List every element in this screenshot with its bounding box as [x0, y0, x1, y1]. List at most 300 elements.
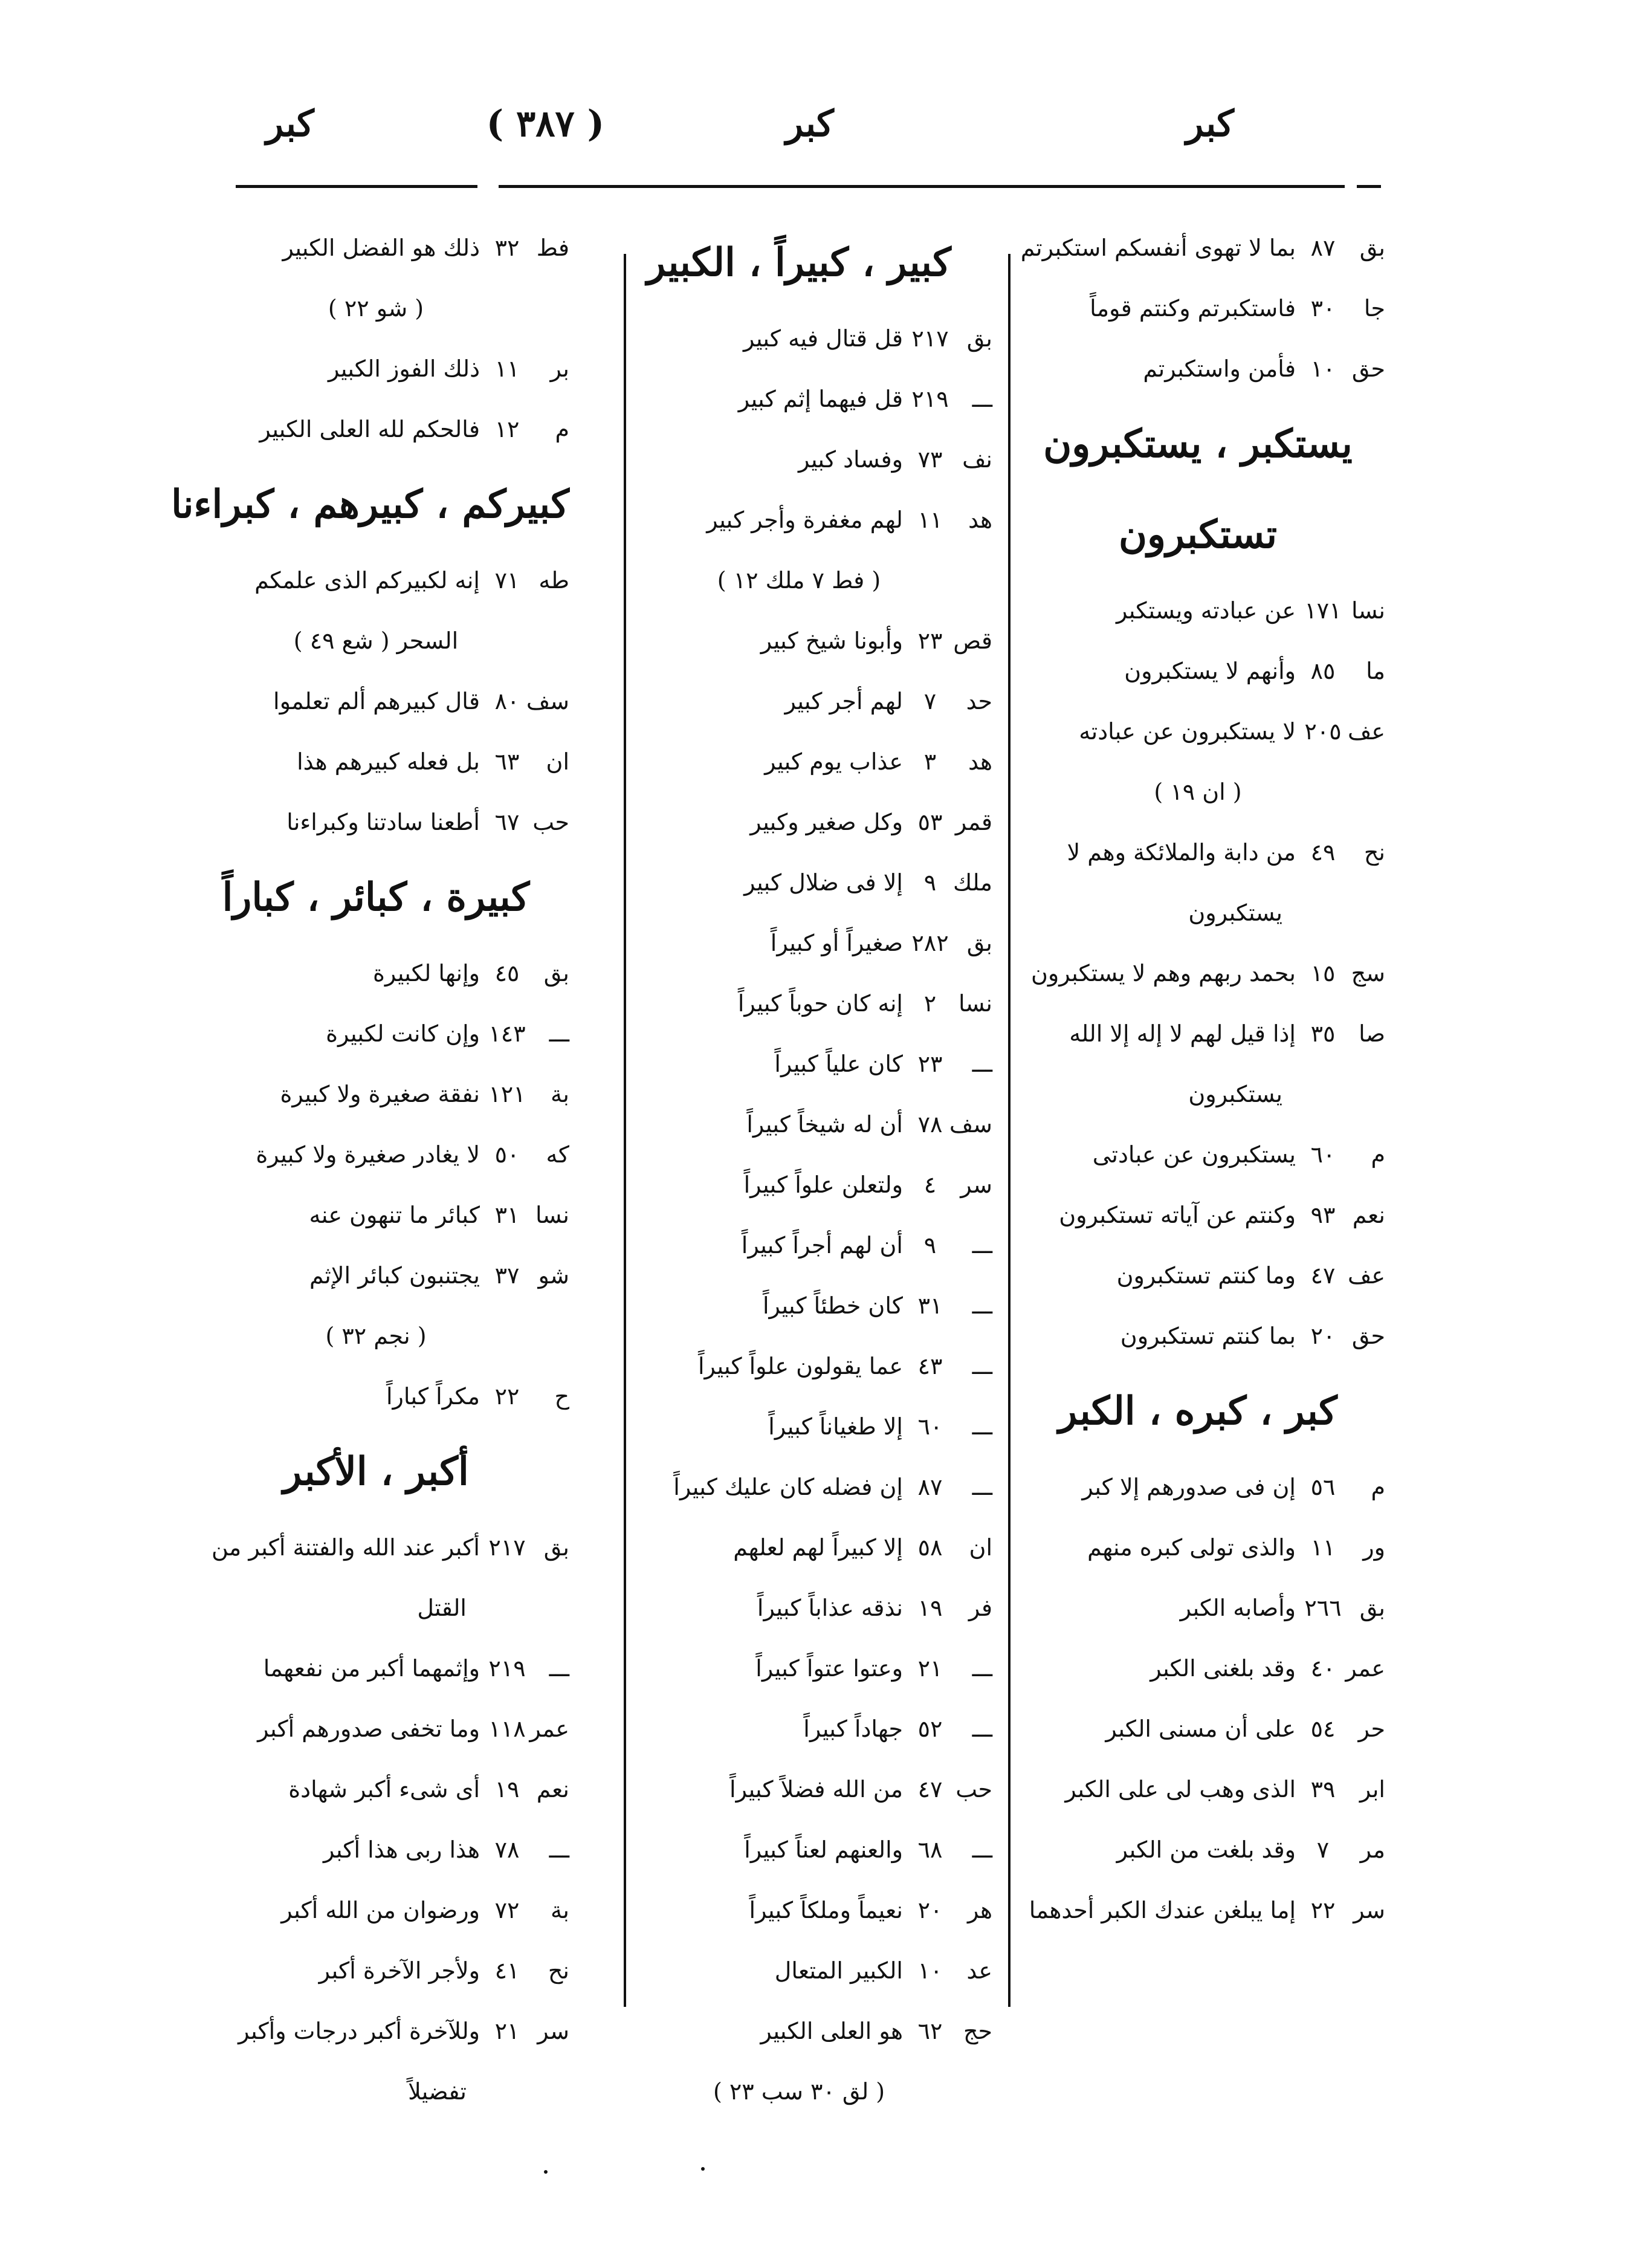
verse-text: الذى وهب لى على الكبر [1065, 1776, 1296, 1803]
verse-number: ١٤٣ [488, 1020, 526, 1047]
verse-text: لا يغادر صغيرة ولا كبيرة [256, 1141, 480, 1168]
verse-number: ٩ [923, 1232, 937, 1259]
verse-text: هو العلى الكبير [760, 2018, 903, 2044]
concordance-entry [1011, 1819, 1385, 1880]
concordance-entry [606, 1759, 992, 1819]
verse-number: ٨٧ [917, 1474, 943, 1500]
sura-abbreviation: نح [548, 1957, 569, 1984]
concordance-entry [606, 1215, 992, 1275]
sura-abbreviation: م [555, 416, 569, 442]
verse-number: ١٢١ [488, 1081, 526, 1107]
sura-abbreviation: ـــ [972, 1716, 992, 1742]
verse-text: إما يبلغن عندك الكبر أحدهما [1029, 1897, 1296, 1923]
running-head-middle [786, 91, 834, 157]
entry-continuation [183, 2061, 569, 2122]
verse-number: ٢٠ [1310, 1323, 1336, 1349]
header-rule [1357, 185, 1381, 188]
verse-number: ٨٧ [1310, 235, 1336, 261]
cross-reference-text: ( فط ٧ ملك ١٢ ) [717, 567, 881, 594]
section-heading: كبير ، كبيراً ، الكبير [647, 240, 951, 285]
verse-number: ٥٠ [494, 1141, 520, 1168]
sura-abbreviation: بق [543, 960, 569, 987]
section-heading: أكبر ، الأكبر [283, 1449, 469, 1494]
column-left [171, 218, 569, 2122]
verse-number: ٧٢ [494, 1897, 520, 1923]
concordance-entry [1011, 701, 1385, 762]
cross-reference-text: ( لق ٣٠ سب ٢٣ ) [713, 2078, 885, 2105]
verse-text: فأمن واستكبرتم [1143, 355, 1296, 382]
entry-continuation [1011, 1064, 1385, 1124]
sura-abbreviation: ـــ [972, 1051, 992, 1077]
verse-number: ٦٠ [917, 1413, 943, 1440]
sura-abbreviation: بق [1359, 1595, 1385, 1621]
verse-text: أن له شيخاً كبيراً [746, 1111, 903, 1138]
verse-text: مكراً كباراً [386, 1383, 480, 1410]
concordance-entry [1011, 1003, 1385, 1064]
sura-abbreviation: شو [538, 1262, 569, 1289]
concordance-entry [606, 731, 992, 792]
concordance-entry [183, 671, 569, 731]
verse-text: بل فعله كبيرهم هذا [297, 748, 480, 775]
sura-abbreviation: نسا [1351, 597, 1385, 624]
verse-number: ٢١٧ [488, 1534, 526, 1561]
sura-abbreviation: عف [1347, 1262, 1385, 1289]
verse-text: إنه لكبيركم الذى علمكم [254, 567, 480, 594]
verse-number: ٣٩ [1310, 1776, 1336, 1803]
header-rule [236, 185, 477, 188]
verse-number: ٧٨ [917, 1111, 943, 1138]
concordance-entry [183, 399, 569, 459]
concordance-entry [1011, 1699, 1385, 1759]
verse-number: ٣ [923, 748, 937, 775]
verse-number: ١٠ [917, 1957, 943, 1984]
concordance-entry [1011, 641, 1385, 701]
concordance-entry [1011, 1638, 1385, 1699]
concordance-entry [1011, 822, 1385, 883]
verse-number: ٢١٩ [488, 1655, 526, 1682]
verse-number: ٢٣ [917, 1051, 943, 1077]
verse-number: ٧٣ [917, 446, 943, 473]
sura-abbreviation: ـــ [549, 1020, 569, 1047]
verse-text: هذا ربى هذا أكبر [323, 1836, 480, 1863]
sura-abbreviation: ـــ [972, 386, 992, 412]
concordance-entry [606, 1940, 992, 2001]
sura-abbreviation: ما [1366, 658, 1385, 684]
verse-text: وقد بلغت من الكبر [1116, 1836, 1296, 1863]
verse-number: ١٥ [1310, 960, 1336, 987]
verse-text: عن عبادته ويستكبر [1116, 597, 1296, 624]
concordance-entry [1011, 580, 1385, 641]
verse-number: ١١ [917, 507, 943, 533]
sura-abbreviation: بة [551, 1897, 569, 1923]
verse-text: وكنتم عن آياته تستكبرون [1059, 1202, 1296, 1228]
concordance-entry [183, 943, 569, 1003]
sura-abbreviation: ـــ [972, 1474, 992, 1500]
concordance-entry [606, 369, 992, 429]
verse-text: عذاب يوم كبير [765, 748, 903, 775]
concordance-entry [1011, 1185, 1385, 1245]
verse-number: ٢١٧ [911, 325, 949, 352]
verse-number: ١١ [1310, 1534, 1336, 1561]
verse-text: أكبر عند الله والفتنة أكبر من [211, 1534, 480, 1561]
sura-abbreviation: م [1371, 1474, 1385, 1500]
sura-abbreviation: حب [956, 1776, 992, 1803]
entry-continuation [183, 1578, 569, 1638]
concordance-entry [606, 913, 992, 973]
verse-number: ٢٠ [917, 1897, 943, 1923]
verse-text: وأبونا شيخ كبير [760, 627, 903, 654]
verse-text: فاستكبرتم وكنتم قوماً [1090, 295, 1296, 322]
concordance-entry [183, 339, 569, 399]
verse-text: إن فى صدورهم إلا كبر [1082, 1474, 1296, 1500]
verse-text: إن فضله كان عليك كبيراً [673, 1474, 903, 1500]
concordance-entry [606, 671, 992, 731]
verse-text: الكبير المتعال [774, 1957, 903, 1984]
sura-abbreviation: حج [963, 2018, 992, 2044]
concordance-entry [183, 792, 569, 852]
verse-number: ١٧١ [1304, 597, 1342, 624]
verse-number: ٧ [923, 688, 937, 714]
sura-abbreviation: ـــ [972, 1353, 992, 1379]
verse-number: ٧١ [494, 567, 520, 594]
sura-abbreviation: نعم [1352, 1202, 1385, 1228]
concordance-entry [606, 2001, 992, 2061]
column-right [1011, 218, 1385, 1940]
verse-text: وكل صغير وكبير [750, 809, 903, 835]
cross-reference-text: ( شو ٢٢ ) [328, 295, 424, 322]
concordance-entry [183, 731, 569, 792]
verse-number: ٢١ [917, 1655, 943, 1682]
verse-number: ٤٩ [1310, 839, 1336, 866]
concordance-entry [606, 1517, 992, 1578]
concordance-entry [606, 308, 992, 369]
verse-text: ذلك الفوز الكبير [328, 355, 480, 382]
entry-continuation [1011, 883, 1385, 943]
verse-text: عما يقولون علواً كبيراً [698, 1353, 903, 1379]
cross-reference [183, 278, 569, 339]
concordance-entry [183, 218, 569, 278]
verse-text: وعتوا عتواً كبيراً [755, 1655, 903, 1682]
verse-number: ٤٠ [1310, 1655, 1336, 1682]
verse-number: ٧ [1316, 1836, 1330, 1863]
verse-number: ١٢ [494, 416, 520, 442]
concordance-entry [183, 2001, 569, 2061]
header-root-word: كبر [266, 103, 314, 145]
concordance-entry [1011, 1245, 1385, 1306]
concordance-entry [183, 1880, 569, 1940]
concordance-entry [606, 1275, 992, 1336]
verse-text: ذلك هو الفضل الكبير [282, 235, 480, 261]
verse-text: القتل [417, 1595, 467, 1621]
concordance-entry [606, 1819, 992, 1880]
concordance-entry [1011, 339, 1385, 399]
sura-abbreviation: قمر [955, 809, 992, 835]
section-heading: كبيركم ، كبيرهم ، كبراءنا [171, 482, 569, 527]
sura-abbreviation: فر [968, 1595, 992, 1621]
sura-abbreviation: ـــ [549, 1836, 569, 1863]
sura-abbreviation: بق [966, 930, 992, 956]
column-middle [606, 218, 992, 2122]
sura-abbreviation: ـــ [972, 1655, 992, 1682]
verse-number: ٢٣ [917, 627, 943, 654]
verse-text: إلا طغياناً كبيراً [768, 1413, 903, 1440]
sura-abbreviation: سف [949, 1111, 992, 1138]
verse-number: ٢٠٥ [1304, 718, 1342, 745]
sura-abbreviation: عمر [529, 1716, 569, 1742]
verse-number: ٣٠ [1310, 295, 1336, 322]
verse-text: على أن مسنى الكبر [1105, 1716, 1296, 1742]
sura-abbreviation: حر [1358, 1716, 1385, 1742]
sura-abbreviation: ـــ [549, 1655, 569, 1682]
verse-number: ٢ [923, 990, 937, 1017]
verse-number: ٢٢ [494, 1383, 520, 1410]
verse-text: قال كبيرهم ألم تعلموا [273, 688, 480, 714]
header-root-word: كبر [786, 103, 834, 145]
verse-text: نذقه عذاباً كبيراً [757, 1595, 903, 1621]
sura-abbreviation: سج [1351, 960, 1385, 987]
concordance-entry [606, 1699, 992, 1759]
verse-number: ٥٣ [917, 809, 943, 835]
verse-number: ٩ [923, 869, 937, 896]
sura-abbreviation: بة [551, 1081, 569, 1107]
sura-abbreviation: نح [1363, 839, 1385, 866]
verse-number: ٢١٩ [911, 386, 949, 412]
sura-abbreviation: حد [966, 688, 992, 714]
verse-text: بما كنتم تستكبرون [1120, 1323, 1296, 1349]
verse-number: ٢٨٢ [911, 930, 949, 956]
sura-abbreviation: عف [1347, 718, 1385, 745]
verse-number: ٤٣ [917, 1353, 943, 1379]
verse-text: كبائر ما تنهون عنه [309, 1202, 480, 1228]
verse-text: نعيماً وملكاً كبيراً [749, 1897, 903, 1923]
sura-abbreviation: سر [1353, 1897, 1385, 1923]
verse-number: ٤١ [494, 1957, 520, 1984]
verse-number: ٢٢ [1310, 1897, 1336, 1923]
sura-abbreviation: نسا [535, 1202, 569, 1228]
verse-number: ٦٠ [1310, 1141, 1336, 1168]
running-head-left [266, 91, 604, 157]
header-rule [499, 185, 1345, 188]
verse-text: وما تخفى صدورهم أكبر [257, 1716, 480, 1742]
concordance-entry [183, 1819, 569, 1880]
concordance-entry [1011, 1517, 1385, 1578]
verse-number: ٦٢ [917, 2018, 943, 2044]
sura-abbreviation: نف [962, 446, 992, 473]
verse-number: ٣٥ [1310, 1020, 1336, 1047]
sura-abbreviation: عد [966, 1957, 992, 1984]
concordance-entry [606, 792, 992, 852]
sura-abbreviation: حق [1351, 1323, 1385, 1349]
concordance-entry [606, 1457, 992, 1517]
verse-text: أن لهم أجراً كبيراً [741, 1232, 903, 1259]
page-number: ( ٣٨٧ ) [486, 103, 604, 145]
verse-number: ٥٦ [1310, 1474, 1336, 1500]
verse-text: وأنهم لا يستكبرون [1124, 658, 1296, 684]
concordance-entry [1011, 1124, 1385, 1185]
sura-abbreviation: سر [537, 2018, 569, 2044]
concordance-entry [183, 1517, 569, 1578]
concordance-entry [606, 611, 992, 671]
verse-number: ٣٢ [494, 235, 520, 261]
concordance-entry [183, 1759, 569, 1819]
sura-abbreviation: ـــ [972, 1836, 992, 1863]
concordance-entry [1011, 1578, 1385, 1638]
verse-text: جهاداً كبيراً [803, 1716, 903, 1742]
concordance-entry [606, 1155, 992, 1215]
sura-abbreviation: ـــ [972, 1292, 992, 1319]
verse-text: وللآخرة أكبر درجات وأكبر [238, 2018, 480, 2044]
cross-reference [606, 2061, 992, 2122]
sura-abbreviation: كه [546, 1141, 569, 1168]
verse-number: ١٠ [1310, 355, 1336, 382]
sura-abbreviation: بق [1359, 235, 1385, 261]
verse-number: ٩٣ [1310, 1202, 1336, 1228]
sura-abbreviation: طه [538, 567, 569, 594]
verse-number: ٤٧ [917, 1776, 943, 1803]
concordance-entry [1011, 943, 1385, 1003]
verse-text: قل فيهما إثم كبير [738, 386, 903, 412]
sura-abbreviation: بر [550, 355, 569, 382]
verse-number: ٥٨ [917, 1534, 943, 1561]
sura-abbreviation: مر [1360, 1836, 1385, 1863]
concordance-entry [1011, 1457, 1385, 1517]
sura-abbreviation: هد [968, 507, 992, 533]
sura-abbreviation: سف [526, 688, 569, 714]
sura-abbreviation: م [1371, 1141, 1385, 1168]
verse-number: ٢١ [494, 2018, 520, 2044]
verse-text: وأصابه الكبر [1180, 1595, 1296, 1621]
verse-number: ٥٤ [1310, 1716, 1336, 1742]
sura-abbreviation: حق [1351, 355, 1385, 382]
sura-abbreviation: حب [532, 809, 569, 835]
header-root-word: كبر [1186, 103, 1234, 145]
cross-reference [183, 1306, 569, 1366]
sura-abbreviation: ح [554, 1383, 569, 1410]
concordance-entry [606, 1094, 992, 1155]
verse-number: ٣١ [494, 1202, 520, 1228]
concordance-entry [606, 1336, 992, 1396]
sura-abbreviation: ور [1363, 1534, 1385, 1561]
concordance-entry [183, 1245, 569, 1306]
verse-text: من الله فضلاً كبيراً [729, 1776, 903, 1803]
sura-abbreviation: هد [968, 748, 992, 775]
section-heading: تستكبرون [1118, 512, 1278, 557]
sura-abbreviation: نعم [536, 1776, 569, 1803]
concordance-entry [1011, 1306, 1385, 1366]
sura-abbreviation: فط [536, 235, 569, 261]
verse-text: والعنهم لعناً كبيراً [744, 1836, 903, 1863]
verse-number: ٦٧ [494, 809, 520, 835]
verse-text: يجتنبون كبائر الإثم [309, 1262, 480, 1289]
verse-number: ٣١ [917, 1292, 943, 1319]
verse-number: ٥٢ [917, 1716, 943, 1742]
verse-text: يستكبرون [1188, 1081, 1282, 1107]
cross-reference [1011, 762, 1385, 822]
verse-text: وقد بلغنى الكبر [1150, 1655, 1296, 1682]
verse-number: ١٩ [917, 1595, 943, 1621]
verse-text: أطعنا سادتنا وكبراءنا [286, 809, 480, 835]
concordance-entry [183, 1638, 569, 1699]
concordance-entry [606, 973, 992, 1034]
verse-number: ٦٣ [494, 748, 520, 775]
concordance-entry [606, 490, 992, 550]
concordance-entry [183, 1366, 569, 1427]
verse-number: ٤ [923, 1171, 937, 1198]
verse-text: ورضوان من الله أكبر [281, 1897, 480, 1923]
verse-text: فالحكم لله العلى الكبير [259, 416, 480, 442]
verse-number: ١١ [494, 355, 520, 382]
verse-number: ٣٧ [494, 1262, 520, 1289]
section-heading: يستكبر ، يستكبرون [1043, 421, 1353, 467]
verse-text: لهم مغفرة وأجر كبير [707, 507, 903, 533]
verse-number: ١٩ [494, 1776, 520, 1803]
concordance-entry [606, 1396, 992, 1457]
sura-abbreviation: سر [960, 1171, 992, 1198]
sura-abbreviation: ـــ [972, 1232, 992, 1259]
section-heading: كبر ، كبره ، الكبر [1058, 1388, 1337, 1434]
verse-text: صغيراً أو كبيراً [770, 930, 903, 956]
verse-text: تفضيلاً [408, 2078, 467, 2105]
verse-text: إذا قيل لهم لا إله إلا الله [1069, 1020, 1296, 1047]
sura-abbreviation: قص [953, 627, 992, 654]
verse-text: ولأجر الآخرة أكبر [319, 1957, 480, 1984]
verse-text: وفساد كبير [798, 446, 903, 473]
concordance-entry [606, 852, 992, 913]
concordance-entry [1011, 1880, 1385, 1940]
verse-text: يستكبرون [1188, 899, 1282, 926]
sura-abbreviation: هر [967, 1897, 992, 1923]
cross-reference [606, 550, 992, 611]
verse-number: ٨٠ [494, 688, 520, 714]
verse-text: لهم أجر كبير [784, 688, 903, 714]
verse-number: ٤٥ [494, 960, 520, 987]
concordance-entry [183, 1185, 569, 1245]
sura-abbreviation: بق [966, 325, 992, 352]
verse-number: ٨٥ [1310, 658, 1336, 684]
verse-number: ٧٨ [494, 1836, 520, 1863]
verse-text: أى شىء أكبر شهادة [288, 1776, 480, 1803]
sura-abbreviation: ابر [1359, 1776, 1385, 1803]
section-heading: كبيرة ، كبائر ، كباراً [222, 875, 530, 920]
sura-abbreviation: ان [546, 748, 569, 775]
concordance-entry [606, 1034, 992, 1094]
concordance-entry [1011, 218, 1385, 278]
verse-text: وإن كانت لكبيرة [326, 1020, 480, 1047]
sura-abbreviation: صا [1359, 1020, 1385, 1047]
concordance-entry [606, 1638, 992, 1699]
sura-abbreviation: ملك [953, 869, 992, 896]
verse-number: ٦٨ [917, 1836, 943, 1863]
verse-text: وإنها لكبيرة [372, 960, 480, 987]
concordance-entry [1011, 1759, 1385, 1819]
sura-abbreviation: بق [543, 1534, 569, 1561]
verse-number: ٤٧ [1310, 1262, 1336, 1289]
concordance-entry [183, 1699, 569, 1759]
verse-text: كان علياً كبيراً [774, 1051, 903, 1077]
concordance-entry [606, 429, 992, 490]
verse-text: من دابة والملائكة وهم لا [1067, 839, 1296, 866]
running-head-right [1186, 91, 1234, 157]
sura-abbreviation: جا [1363, 295, 1385, 322]
cross-reference-text: السحر ( شع ٤٩ ) [293, 627, 459, 654]
cross-reference-text: ( ان ١٩ ) [1154, 779, 1242, 805]
concordance-entry [183, 1124, 569, 1185]
verse-text: نفقة صغيرة ولا كبيرة [280, 1081, 480, 1107]
sura-abbreviation: ان [969, 1534, 992, 1561]
sura-abbreviation: ـــ [972, 1413, 992, 1440]
verse-number: ٢٦٦ [1304, 1595, 1342, 1621]
verse-text: يستكبرون عن عبادتى [1092, 1141, 1296, 1168]
